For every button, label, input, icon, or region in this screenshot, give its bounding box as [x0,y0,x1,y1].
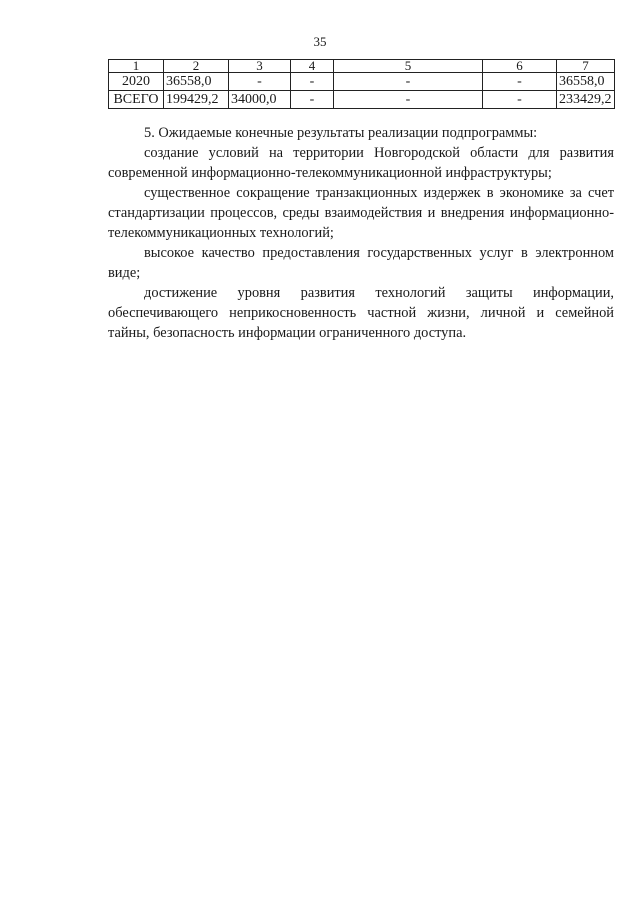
table-cell: 34000,0 [229,91,291,109]
table-cell: - [483,91,557,109]
table-cell: 199429,2 [164,91,229,109]
table-cell: 233429,2 [557,91,615,109]
table-cell: 2020 [109,73,164,91]
table-cell: 36558,0 [557,73,615,91]
result-item: достижение уровня развития технологий защиты информации, обеспечивающего неприкосновенность частной жизни, личной и семейной тайны, безопасность информации ограниченного доступа. [108,285,614,341]
table-header-cell: 4 [291,60,334,73]
table-cell: - [334,73,483,91]
table-header-cell: 6 [483,60,557,73]
table-row [109,91,615,109]
table-header-cell: 5 [334,60,483,73]
result-item: высокое качество предоставления государственных услуг в электронном виде; [108,245,614,281]
table-cell: - [334,91,483,109]
table-cell: - [229,73,291,91]
table-header-row [109,60,615,73]
table-header-cell: 2 [164,60,229,73]
table-cell: ВСЕГО [109,91,164,109]
document-body [108,123,614,343]
table-header-cell: 7 [557,60,615,73]
result-item: существенное сокращение транзакционных издержек в экономике за счет стандартизации процессов, среды взаимодействия и внедрения информационно-телекоммуникационных технологий; [108,185,614,241]
result-item: создание условий на территории Новгородской области для развития современной информационно-телекоммуникационной инфраструктуры; [108,145,614,181]
table-cell: - [291,91,334,109]
budget-table [108,59,615,109]
section-heading: 5. Ожидаемые конечные результаты реализации подпрограммы: [144,125,538,141]
table-cell: 36558,0 [164,73,229,91]
table-cell: - [483,73,557,91]
page-number: 35 [313,34,327,49]
table-cell: - [291,73,334,91]
table-row [109,73,615,91]
table-header-cell: 1 [109,60,164,73]
table-header-cell: 3 [229,60,291,73]
